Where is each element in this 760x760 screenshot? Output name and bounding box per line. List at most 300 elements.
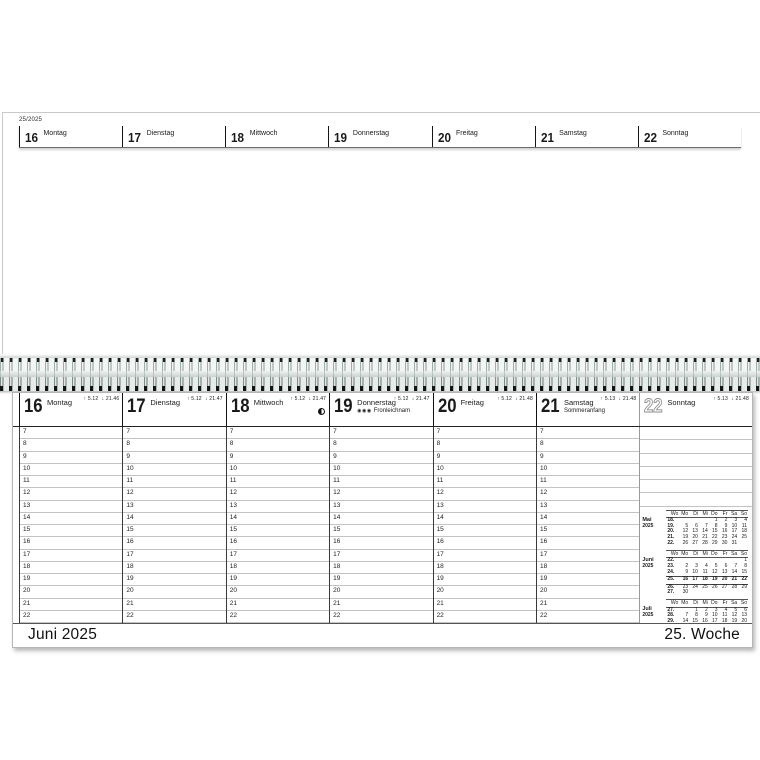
hour-row	[434, 439, 536, 451]
mini-calendars	[640, 507, 752, 624]
hour-label: 21	[126, 599, 134, 607]
hour-row	[20, 427, 122, 439]
sunrise-sunset-times: ↑ 5.12 ↓ 21.47	[393, 396, 430, 402]
hour-label: 19	[333, 575, 341, 582]
hour-row	[330, 599, 432, 611]
hour-row	[20, 599, 122, 611]
mini-calendar-day: 7	[734, 563, 738, 570]
day-header	[19, 393, 122, 426]
mini-calendar-day: 24	[692, 583, 698, 590]
hour-row	[434, 562, 536, 574]
day-name: Mittwoch	[253, 398, 284, 407]
mini-calendar-day: 9	[685, 568, 689, 575]
hour-row	[537, 427, 639, 439]
hour-label: 13	[126, 501, 134, 509]
day-column	[122, 427, 225, 623]
mini-calendar-day: 23	[682, 583, 689, 590]
spiral-binding	[0, 354, 760, 394]
hour-row	[640, 493, 752, 506]
hour-row	[537, 476, 639, 488]
mini-calendar-day: 15	[692, 618, 698, 623]
hour-label: 14	[436, 513, 444, 521]
hour-label: 11	[436, 477, 444, 484]
hour-label: 12	[539, 489, 548, 497]
hour-label: 15	[539, 526, 548, 533]
hour-label: 16	[229, 538, 238, 546]
hour-row	[434, 586, 536, 598]
week-number: 24.	[667, 568, 675, 575]
mini-calendar-day: 29	[712, 540, 718, 547]
hour-label: 9	[436, 452, 441, 460]
day-number: 16	[24, 396, 43, 417]
hour-row	[537, 513, 639, 525]
mini-calendar-day: 26	[712, 583, 718, 590]
mini-calendar-day	[699, 590, 709, 596]
mini-calendar-day: 7	[704, 522, 708, 529]
hour-row	[537, 574, 639, 586]
mini-calendar-day	[728, 590, 738, 596]
hour-row	[330, 501, 432, 513]
mini-calendar-day: 10	[731, 522, 738, 529]
hour-row	[20, 550, 122, 562]
hour-row	[227, 537, 329, 549]
mini-calendar-table	[666, 550, 750, 596]
hour-row	[227, 611, 329, 623]
day-number: 21	[540, 396, 560, 417]
mini-calendar-day: 24	[731, 534, 738, 541]
week-number: 28.	[667, 612, 675, 619]
hour-label: 11	[229, 477, 237, 484]
hour-label: 14	[126, 513, 134, 521]
hour-row	[123, 525, 225, 537]
mini-calendar-day: 22	[741, 575, 747, 582]
hour-label: 12	[23, 489, 31, 497]
hour-row	[434, 427, 536, 439]
sunrise-sunset-times: ↑ 5.13 ↓ 21.48	[600, 396, 637, 402]
hour-label: 13	[23, 501, 31, 509]
mini-calendar-day: 22	[712, 534, 718, 541]
hour-label: 19	[23, 575, 31, 582]
hour-row	[330, 525, 432, 537]
hour-label: 12	[436, 489, 444, 497]
mini-calendar-day: 16	[682, 575, 689, 582]
region-holiday-markers-icon: ◉◉◉	[357, 408, 372, 414]
day-header	[433, 393, 536, 426]
previous-week-page	[2, 112, 760, 359]
day-number: 22	[643, 130, 657, 145]
hour-row	[123, 550, 225, 562]
mini-calendar-day: 6	[744, 606, 747, 613]
hour-label: 18	[23, 562, 31, 570]
hour-row	[537, 464, 639, 476]
mini-calendar-day: 18	[702, 575, 708, 582]
mini-calendar	[642, 550, 750, 596]
hour-row	[227, 586, 329, 598]
hour-row	[434, 537, 536, 549]
hour-label: 7	[436, 428, 441, 435]
sunrise-sunset-times: ↑ 5.12 ↓ 21.47	[186, 396, 223, 402]
holiday-name: Fronleichnam	[373, 408, 411, 414]
hour-label: 12	[126, 489, 134, 497]
mini-calendar-day: 4	[744, 516, 747, 523]
hour-label: 15	[229, 526, 238, 533]
week-number: 22.	[667, 557, 675, 564]
mini-calendar-day: 12	[712, 568, 718, 575]
hour-label: 9	[229, 452, 234, 460]
hour-label: 14	[229, 513, 238, 521]
mini-calendar-day: 8	[714, 522, 718, 529]
week-number: 19.	[667, 522, 675, 529]
hour-label: 21	[333, 599, 341, 607]
mini-calendar-day: 28	[731, 583, 738, 590]
hour-label: 15	[23, 526, 31, 533]
hour-row	[123, 562, 225, 574]
hour-row	[20, 501, 122, 513]
day-header	[122, 393, 225, 426]
hour-label: 21	[436, 599, 444, 607]
day-name: Dienstag	[150, 398, 180, 407]
hour-label: 19	[229, 575, 238, 582]
footer-month-label: Juni 2025	[28, 625, 98, 643]
mini-calendar-day: 23	[721, 534, 728, 541]
mini-calendar-day: 10	[692, 568, 698, 575]
hour-row	[123, 537, 225, 549]
day-number: 18	[230, 396, 250, 417]
day-number: 20	[437, 396, 457, 417]
mini-calendar-day: 7	[685, 612, 689, 619]
day-header-sunday	[639, 393, 752, 426]
hour-row	[537, 439, 639, 451]
hour-row	[537, 550, 639, 562]
mini-calendar-day: 14	[702, 528, 708, 535]
mini-calendar-day: 6	[695, 522, 698, 529]
hour-row	[640, 454, 752, 467]
mini-calendar-day: 9	[704, 612, 708, 619]
day-number: 17	[127, 396, 146, 417]
mini-calendar-month-label: Juni 2025	[642, 556, 654, 569]
mini-calendar-day-headers: Wo Mo Di Mi Do Fr Sa So	[666, 550, 748, 558]
hour-row	[537, 537, 639, 549]
day-header-row	[13, 393, 752, 427]
hour-label: 14	[23, 513, 31, 521]
mini-calendar-day: 14	[682, 618, 689, 623]
hour-row	[227, 452, 329, 464]
hour-row	[123, 464, 225, 476]
mini-calendar-day: 3	[695, 563, 698, 570]
sunrise-sunset-times: ↑ 5.12 ↓ 21.46	[83, 396, 120, 402]
hour-row	[537, 452, 639, 464]
hour-label: 9	[23, 452, 27, 460]
day-number: 17	[128, 130, 142, 145]
hour-row	[123, 574, 225, 586]
mini-calendar-day: 16	[721, 528, 728, 535]
hour-label: 17	[23, 550, 31, 558]
hour-label: 7	[539, 428, 544, 435]
hour-label: 9	[333, 452, 337, 460]
day-name: Freitag	[460, 398, 484, 407]
mini-calendar-day: 9	[724, 522, 728, 529]
top-day-column	[432, 126, 535, 147]
mini-calendar-day: 13	[692, 528, 698, 535]
sunday-column	[639, 427, 752, 623]
hour-label: 19	[126, 575, 134, 582]
hour-label: 20	[539, 587, 548, 595]
hour-label: 10	[539, 464, 548, 472]
hour-label: 20	[126, 587, 134, 595]
hour-row	[20, 574, 122, 586]
hour-row	[20, 586, 122, 598]
hour-label: 12	[333, 489, 341, 497]
hour-label: 18	[436, 562, 444, 570]
hour-row	[537, 599, 639, 611]
hour-label: 22	[229, 611, 238, 619]
hour-label: 15	[436, 526, 444, 533]
mini-calendar-day: 2	[704, 606, 708, 613]
day-name: Samstag	[563, 398, 594, 407]
hour-row	[123, 501, 225, 513]
week-number: 27.	[667, 589, 675, 596]
mini-calendar-day: 13	[721, 568, 728, 575]
mini-calendar-month-label: Mai 2025	[642, 516, 654, 529]
hour-row	[330, 586, 432, 598]
mini-calendar-week-row	[666, 541, 748, 547]
mini-calendar-week-row	[666, 570, 748, 576]
hour-label: 18	[126, 562, 134, 570]
mini-calendar-day: 19	[731, 618, 738, 623]
mini-calendar-day-headers: Wo Mo Di Mi Do Fr Sa So	[666, 510, 748, 518]
mini-calendar-day	[709, 590, 719, 596]
hour-row	[123, 599, 225, 611]
hour-row	[434, 464, 536, 476]
week-number: 29.	[667, 618, 675, 623]
hour-row	[20, 525, 122, 537]
hour-label: 8	[539, 440, 544, 448]
hour-label: 18	[539, 562, 548, 570]
mini-calendar-day: 5	[685, 522, 689, 529]
week-number: 27.	[667, 606, 675, 613]
mini-calendar-day: 10	[712, 612, 718, 619]
day-column	[226, 427, 329, 623]
mini-calendar-table	[666, 510, 750, 547]
mini-calendar-day: 27	[721, 583, 728, 590]
day-name: Donnerstag	[357, 398, 396, 407]
hour-label: 17	[126, 550, 134, 558]
mini-calendar-day: 15	[712, 528, 718, 535]
day-name: Montag	[43, 130, 67, 137]
mini-calendar-day: 21	[702, 534, 708, 541]
week-number: 20.	[667, 528, 675, 535]
hour-row	[434, 574, 536, 586]
top-day-column	[122, 126, 225, 147]
hour-row	[123, 439, 225, 451]
mini-calendar-day	[738, 541, 748, 547]
hour-label: 15	[333, 526, 341, 533]
hour-label: 10	[333, 464, 341, 472]
day-header	[536, 393, 639, 426]
day-number: 21	[540, 130, 554, 145]
mini-calendar-day: 8	[695, 612, 698, 619]
hour-label: 17	[333, 550, 341, 558]
hour-label: 10	[23, 464, 31, 472]
hour-label: 7	[23, 428, 27, 435]
hour-row	[227, 476, 329, 488]
mini-calendar-day: 11	[702, 568, 708, 575]
hour-label: 14	[333, 513, 341, 521]
day-number: 16	[25, 130, 39, 145]
hour-label: 22	[126, 611, 134, 619]
mini-calendar	[642, 599, 750, 623]
mini-calendar-day: 29	[741, 583, 747, 590]
hour-row	[330, 452, 432, 464]
day-column	[19, 427, 122, 623]
hour-label: 21	[23, 599, 31, 607]
hour-label: 10	[436, 464, 444, 472]
hour-label: 11	[23, 477, 30, 484]
hour-row	[434, 501, 536, 513]
hour-label: 16	[436, 538, 444, 546]
hour-label: 20	[333, 587, 341, 595]
hour-row	[640, 480, 752, 493]
hour-row	[537, 488, 639, 500]
mini-calendar	[642, 510, 750, 547]
mini-calendar-month-label: Juli 2025	[642, 606, 654, 619]
mini-calendar-day: 19	[682, 534, 689, 541]
hour-label: 11	[333, 477, 340, 484]
mini-calendar-day: 14	[731, 568, 738, 575]
hour-label: 8	[436, 440, 441, 448]
hour-grid	[13, 427, 752, 624]
holiday-name: Sommeranfang	[563, 408, 605, 414]
mini-calendar-day	[719, 590, 729, 596]
week-number: 26.	[667, 583, 675, 590]
hour-row	[227, 439, 329, 451]
day-name: Sonntag	[667, 398, 696, 407]
hour-row	[227, 464, 329, 476]
spiral-wire-top-row	[0, 358, 760, 371]
week-number: 21.	[667, 534, 675, 541]
hour-row	[330, 550, 432, 562]
hour-row	[227, 599, 329, 611]
hour-label: 8	[23, 440, 27, 448]
hour-row	[20, 464, 122, 476]
mini-calendar-day: 2	[724, 516, 728, 523]
hour-label: 22	[333, 611, 341, 619]
mini-calendar-day: 30	[682, 589, 689, 596]
hour-label: 18	[333, 562, 341, 570]
mini-calendar-day: 25	[702, 583, 708, 590]
hour-label: 17	[229, 550, 238, 558]
hour-label: 16	[23, 538, 31, 546]
mini-calendar-day: 13	[741, 612, 747, 619]
hour-row	[330, 488, 432, 500]
mini-calendar-table	[666, 599, 750, 623]
mini-calendar-day: 28	[702, 540, 708, 547]
hour-row	[227, 562, 329, 574]
hour-row	[20, 562, 122, 574]
hour-row	[123, 452, 225, 464]
mini-calendar-day: 12	[731, 612, 738, 619]
hour-row	[330, 476, 432, 488]
hour-row	[330, 611, 432, 623]
sunrise-sunset-times: ↑ 5.12 ↓ 21.47	[290, 396, 327, 402]
mini-calendar-day: 3	[734, 516, 738, 523]
hour-row	[537, 562, 639, 574]
hour-row	[227, 488, 329, 500]
hour-label: 10	[229, 464, 238, 472]
hour-row	[20, 488, 122, 500]
sunrise-sunset-times: ↑ 5.13 ↓ 21.48	[713, 396, 749, 402]
hour-label: 20	[436, 587, 444, 595]
mini-calendar-day: 6	[724, 563, 728, 570]
mini-calendar-day: 26	[682, 540, 689, 547]
hour-row	[434, 599, 536, 611]
mini-calendar-day: 1	[744, 557, 747, 564]
hour-row	[20, 513, 122, 525]
hour-row	[640, 467, 752, 480]
hour-label: 11	[539, 477, 547, 484]
hour-label: 17	[539, 550, 548, 558]
mini-calendar-day	[689, 590, 699, 596]
mini-calendar-day: 31	[731, 540, 738, 547]
spiral-wire-bottom-row	[0, 377, 760, 391]
day-name: Samstag	[559, 130, 587, 137]
day-name: Montag	[47, 398, 73, 407]
hour-label: 16	[539, 538, 548, 546]
mini-calendar-day: 17	[692, 575, 698, 582]
hour-label: 13	[436, 501, 444, 509]
hour-row	[330, 562, 432, 574]
hour-row	[20, 452, 122, 464]
mini-calendar-day: 2	[685, 563, 689, 570]
hour-label: 16	[333, 538, 341, 546]
hour-row	[123, 611, 225, 623]
mini-calendar-day: 8	[744, 563, 747, 570]
hour-row	[123, 586, 225, 598]
hour-label: 22	[436, 611, 444, 619]
current-week-page	[12, 392, 753, 648]
hour-row	[227, 513, 329, 525]
mini-calendar-week-row	[666, 619, 748, 623]
mini-calendar-day: 5	[714, 563, 718, 570]
week-number: 23.	[667, 563, 675, 570]
mini-calendar-day: 4	[724, 606, 728, 613]
mini-calendar-day: 18	[741, 528, 747, 535]
week-of-year-label: 25/2025	[19, 117, 43, 123]
hour-row	[227, 550, 329, 562]
hour-label: 8	[333, 440, 337, 448]
hour-row	[20, 476, 122, 488]
hour-row	[537, 586, 639, 598]
day-number: 19	[334, 396, 353, 417]
hour-label: 9	[126, 452, 131, 460]
hour-label: 7	[126, 428, 131, 435]
hour-label: 15	[126, 526, 134, 533]
top-day-column	[638, 126, 741, 147]
hour-label: 13	[539, 501, 548, 509]
hour-label: 17	[436, 550, 444, 558]
hour-row	[123, 476, 225, 488]
hour-label: 9	[539, 452, 544, 460]
hour-label: 22	[539, 611, 548, 619]
hour-row	[434, 611, 536, 623]
mini-calendar-day: 5	[734, 606, 738, 613]
mini-calendar-day: 1	[714, 516, 718, 523]
hour-label: 19	[436, 575, 444, 582]
day-number: 19	[334, 130, 348, 145]
hour-label: 19	[539, 575, 548, 582]
top-day-column	[19, 126, 122, 147]
hour-label: 12	[229, 489, 238, 497]
